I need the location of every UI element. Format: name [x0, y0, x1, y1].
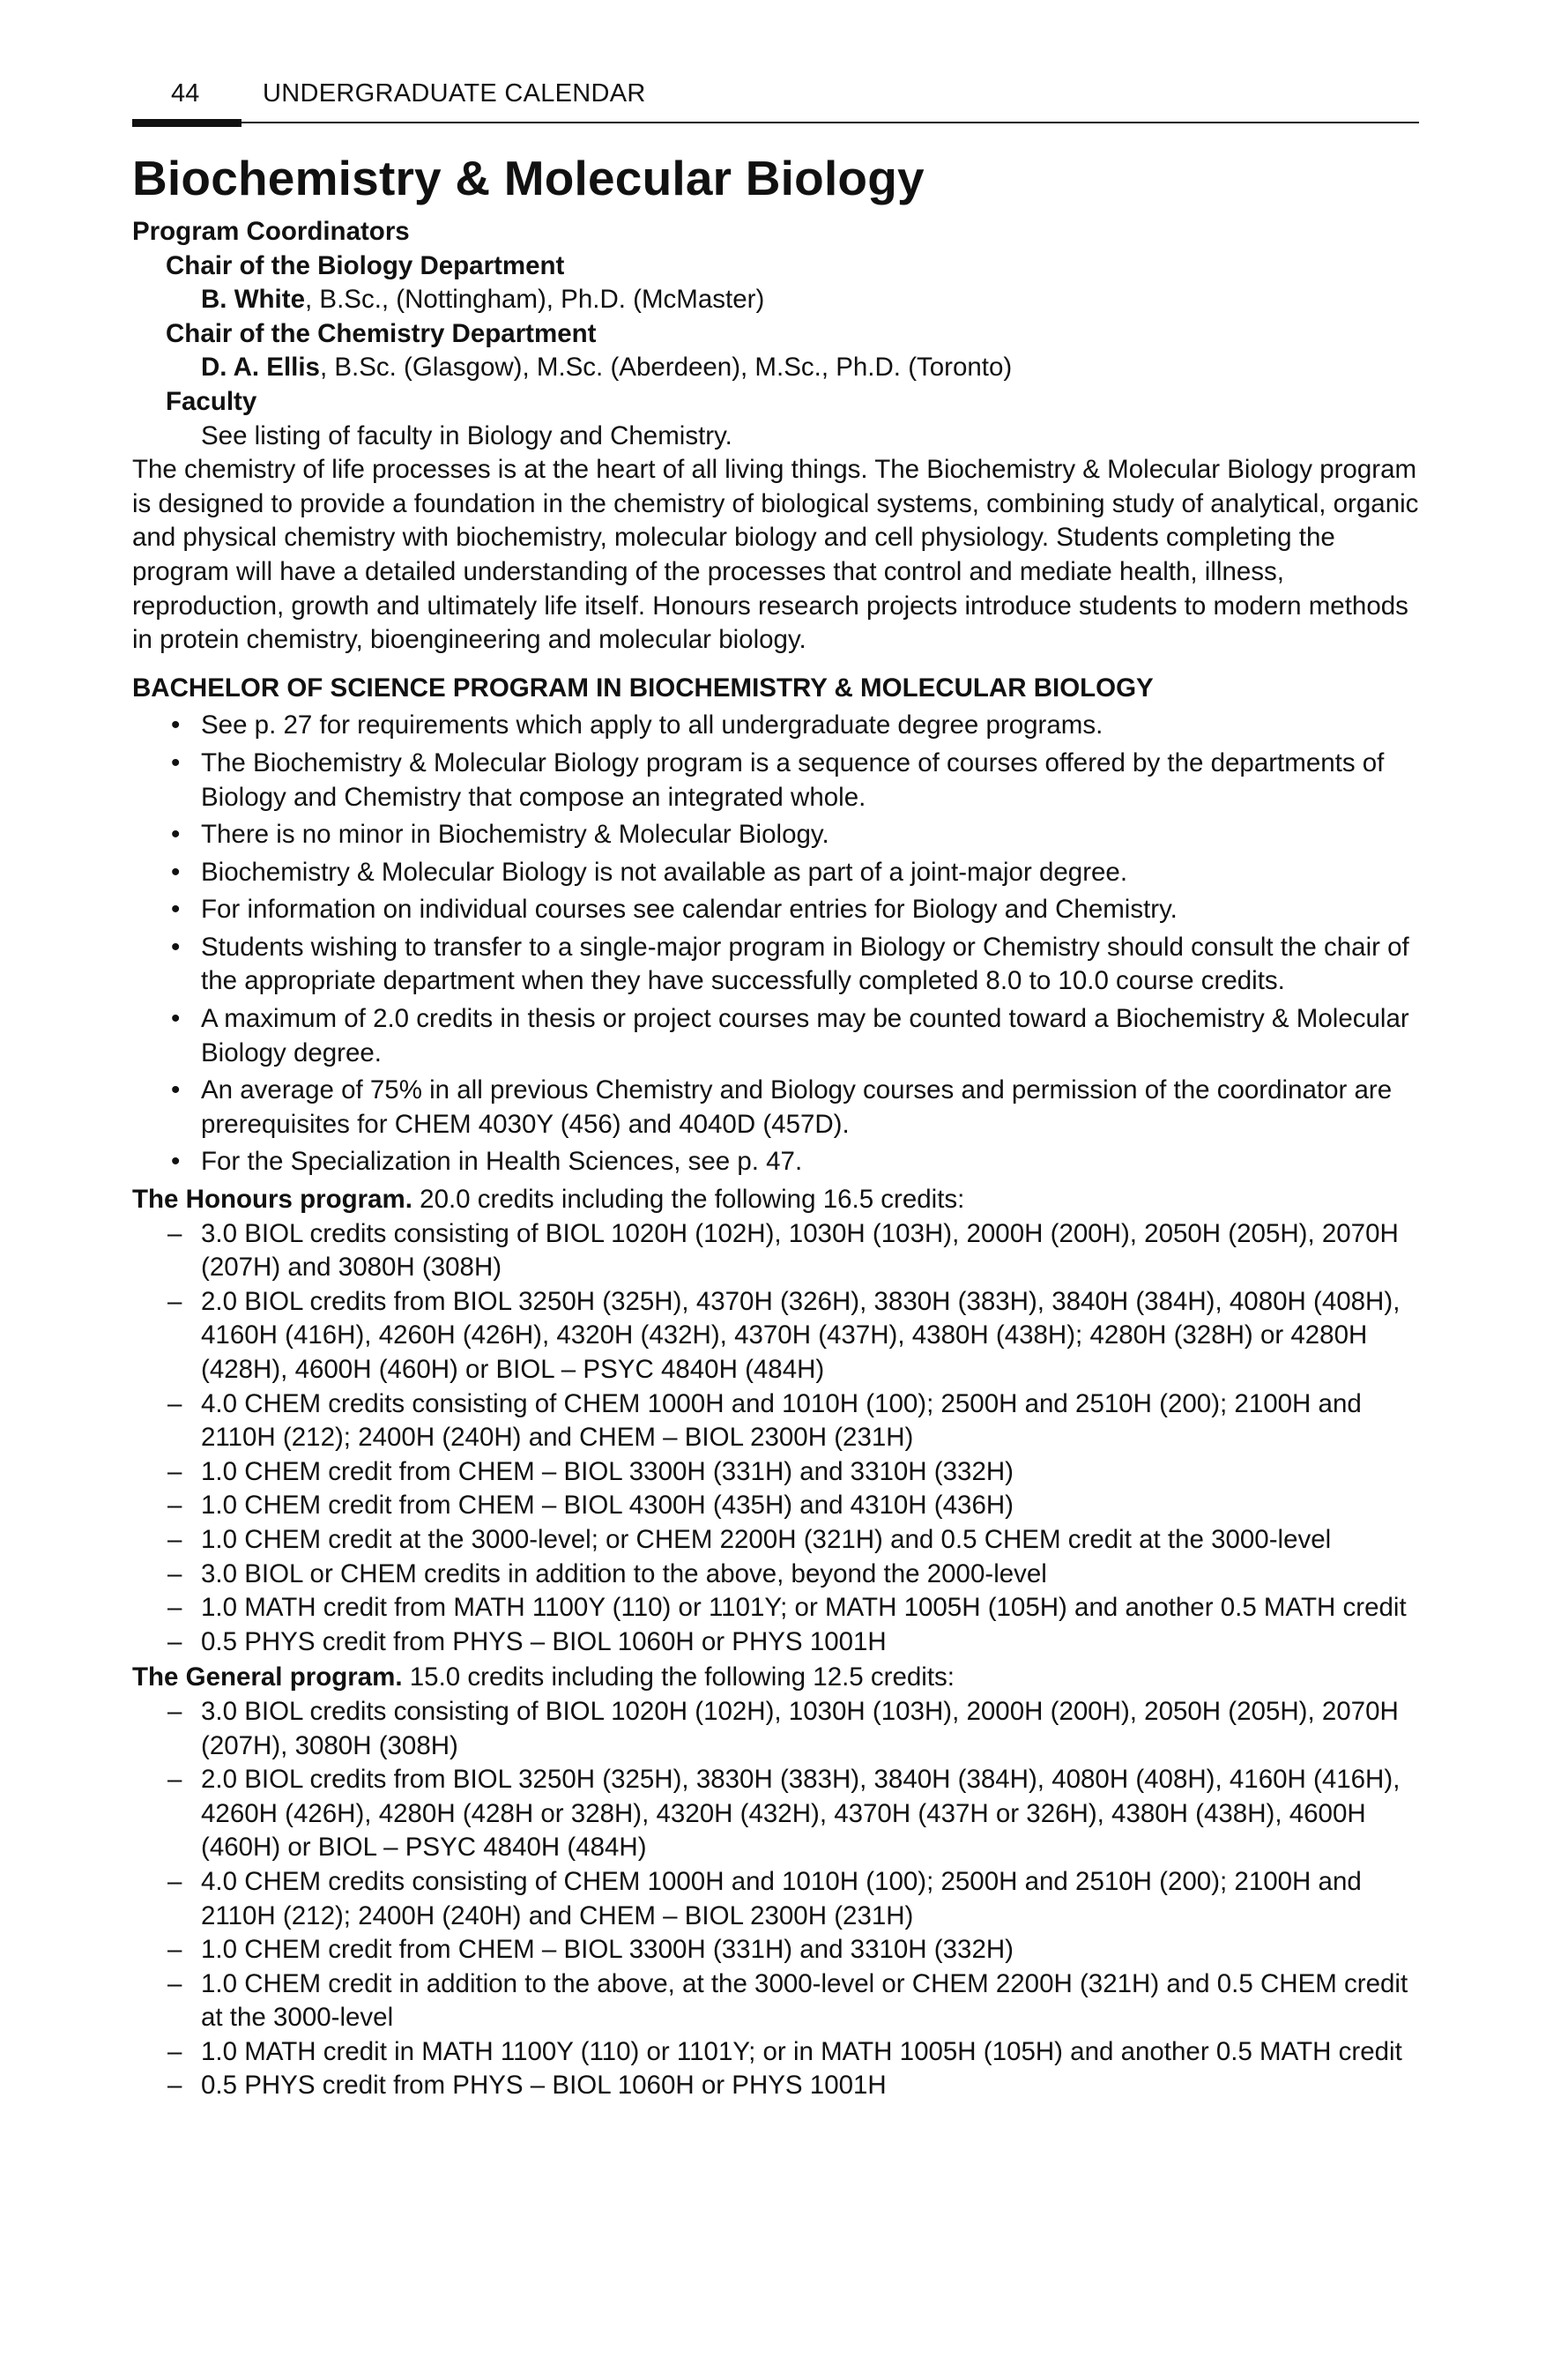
honours-requirements-list — [132, 1217, 1423, 1660]
page-header — [132, 79, 1423, 123]
general-requirement-text: 1.0 CHEM credit from CHEM – BIOL 3300H (331H) and 3310H (332H) — [201, 1935, 1014, 1965]
faculty-heading: Faculty — [166, 386, 257, 416]
honours-requirement — [132, 1455, 1423, 1490]
general-requirement — [132, 1933, 1423, 1967]
honours-requirement-text: 1.0 CHEM credit at the 3000-level; or CHEM 2200H (321H) and 0.5 CHEM credit at the 3000-level — [201, 1524, 1332, 1554]
bullet-item — [132, 1074, 1423, 1142]
bullet-item — [132, 1145, 1423, 1179]
honours-requirement-text: 3.0 BIOL credits consisting of BIOL 1020H (102H), 1030H (103H), 2000H (200H), 2050H (205H), 2070H (207H) and 3080H (308H) — [201, 1218, 1399, 1283]
general-requirement-marker: – — [167, 1765, 182, 1795]
biology-chair-entry — [132, 283, 1423, 317]
general-requirement — [132, 1763, 1423, 1865]
chemistry-chair-entry — [132, 351, 1423, 385]
header-rule — [132, 122, 1419, 123]
honours-requirement-marker: – — [167, 1388, 182, 1418]
general-requirement — [132, 1865, 1423, 1933]
honours-requirement-text: 1.0 MATH credit from MATH 1100Y (110) or 1101Y; or MATH 1005H (105H) and another 0.5 MATH credit — [201, 1593, 1407, 1623]
bullet-item-marker: • — [171, 895, 181, 925]
chemistry-chair-title: Chair of the Chemistry Department — [166, 318, 597, 348]
bullet-item — [132, 893, 1423, 927]
general-requirement-text: 0.5 PHYS credit from PHYS – BIOL 1060H or PHYS 1001H — [201, 2071, 887, 2101]
general-requirement — [132, 2069, 1423, 2103]
general-requirement-marker: – — [167, 2071, 182, 2101]
general-requirement-marker: – — [167, 1696, 182, 1726]
general-requirement — [132, 1967, 1423, 2035]
general-requirement-marker: – — [167, 1968, 182, 1998]
honours-requirement — [132, 1217, 1423, 1285]
biology-chair-degrees: , B.Sc., (Nottingham), Ph.D. (McMaster) — [305, 285, 765, 315]
general-requirement-text: 1.0 CHEM credit in addition to the above, at the 3000-level or CHEM 2200H (321H) and 0.5 CHEM credit at the 3000-level — [201, 1968, 1408, 2033]
general-requirement — [132, 1695, 1423, 1763]
general-requirement — [132, 2035, 1423, 2070]
honours-label: The Honours program. — [132, 1185, 412, 1215]
chemistry-chair-degrees: , B.Sc. (Glasgow), M.Sc. (Aberdeen), M.Sc., Ph.D. (Toronto) — [319, 353, 1013, 383]
bullet-item-marker: • — [171, 857, 181, 887]
general-requirement-marker: – — [167, 1866, 182, 1896]
bullet-item — [132, 747, 1423, 814]
page-number: 44 — [171, 79, 200, 108]
calendar-page — [132, 79, 1423, 2103]
honours-requirement-text: 0.5 PHYS credit from PHYS – BIOL 1060H or PHYS 1001H — [201, 1626, 887, 1656]
honours-requirement-marker: – — [167, 1558, 182, 1588]
bullet-item-text: For information on individual courses see calendar entries for Biology and Chemistry. — [201, 895, 1178, 925]
page-title: Biochemistry & Molecular Biology — [132, 151, 925, 205]
bullet-item-marker: • — [171, 747, 181, 777]
general-requirement-text: 3.0 BIOL credits consisting of BIOL 1020H (102H), 1030H (103H), 2000H (200H), 2050H (205H), 2070H (207H), 3080H (308H) — [201, 1696, 1399, 1760]
honours-requirement-text: 1.0 CHEM credit from CHEM – BIOL 4300H (435H) and 4310H (436H) — [201, 1491, 1014, 1521]
bullet-item-text: Students wishing to transfer to a single-major program in Biology or Chemistry should consult the chair of the appropriate department when they have successfully completed 8.0 to 10.0 course credits. — [201, 932, 1409, 996]
honours-requirement-marker: – — [167, 1218, 182, 1248]
bullet-item-marker: • — [171, 1004, 181, 1034]
general-requirement-text: 4.0 CHEM credits consisting of CHEM 1000H and 1010H (100); 2500H and 2510H (200); 2100H and 2110H (212); 2400H (240H) and CHEM – BIOL 2300H (231H) — [201, 1866, 1362, 1930]
general-requirement-marker: – — [167, 1935, 182, 1965]
honours-requirement-marker: – — [167, 1524, 182, 1554]
honours-requirement-marker: – — [167, 1593, 182, 1623]
honours-requirement — [132, 1489, 1423, 1523]
bsc-section-heading: BACHELOR OF SCIENCE PROGRAM IN BIOCHEMISTRY & MOLECULAR BIOLOGY — [132, 673, 1154, 703]
bullet-item — [132, 818, 1423, 852]
biology-chair-title: Chair of the Biology Department — [166, 250, 565, 280]
program-coordinators — [132, 215, 1423, 453]
general-requirement-text: 1.0 MATH credit in MATH 1100Y (110) or 1101Y; or in MATH 1005H (105H) and another 0.5 MATH credit — [201, 2036, 1402, 2066]
bullet-item — [132, 1002, 1423, 1070]
general-requirements-list — [132, 1695, 1423, 2103]
page-body — [132, 215, 1423, 2103]
coordinators-heading: Program Coordinators — [132, 217, 410, 246]
bullet-item-text: The Biochemistry & Molecular Biology program is a sequence of courses offered by the departments of Biology and Chemistry that compose an integrated whole. — [201, 747, 1385, 812]
bsc-requirements-list — [132, 709, 1423, 1179]
bullet-item — [132, 709, 1423, 743]
program-intro: The chemistry of life processes is at the heart of all living things. The Biochemistry & Molecular Biology program is designed to provide a foundation in the chemistry of biological systems, combining study of analytical, organic and physical chemistry with biochemistry, molecular biology and cell physiology. Students completing the program will have a detailed understanding of the processes that control and mediate health, illness, reproduction, growth and ultimately life itself. Honours research projects introduce students to modern methods in protein chemistry, bioengineering and molecular biology. — [132, 455, 1419, 655]
general-summary: 15.0 credits including the following 12.5 credits: — [402, 1662, 955, 1692]
honours-requirement-marker: – — [167, 1286, 182, 1316]
honours-requirement-marker: – — [167, 1456, 182, 1486]
faculty-text: See listing of faculty in Biology and Chemistry. — [201, 420, 732, 450]
bullet-item-text: An average of 75% in all previous Chemistry and Biology courses and permission of the coordinator are prerequisites for CHEM 4030Y (456) and 4040D (457D). — [201, 1075, 1393, 1139]
biology-chair-name: B. White — [201, 285, 305, 315]
bullet-item-text: There is no minor in Biochemistry & Molecular Biology. — [201, 820, 829, 850]
honours-requirement-marker: – — [167, 1491, 182, 1521]
running-title: UNDERGRADUATE CALENDAR — [263, 79, 646, 108]
bullet-item-text: A maximum of 2.0 credits in thesis or project courses may be counted toward a Biochemistry & Molecular Biology degree. — [201, 1004, 1409, 1067]
honours-requirement-text: 1.0 CHEM credit from CHEM – BIOL 3300H (331H) and 3310H (332H) — [201, 1456, 1014, 1486]
bullet-item-marker: • — [171, 1147, 181, 1177]
honours-requirement — [132, 1523, 1423, 1558]
honours-program-line — [132, 1183, 1423, 1217]
bullet-item — [132, 856, 1423, 890]
honours-requirement-text: 2.0 BIOL credits from BIOL 3250H (325H), 4370H (326H), 3830H (383H), 3840H (384H), 4080H (408H), 4160H (416H), 4260H (426H), 4320H (432H), 4370H (437H), 4380H (438H); 4280H (328H) or 4280H (428H), 4600H (460H) or BIOL – PSYC 4840H (484H) — [201, 1286, 1401, 1384]
bullet-item-marker: • — [171, 820, 181, 850]
general-label: The General program. — [132, 1662, 403, 1692]
honours-requirement-text: 3.0 BIOL or CHEM credits in addition to the above, beyond the 2000-level — [201, 1558, 1047, 1588]
bullet-item-marker: • — [171, 932, 181, 962]
bullet-item-text: For the Specialization in Health Sciences, see p. 47. — [201, 1147, 803, 1177]
general-program-line — [132, 1661, 1423, 1695]
bullet-item — [132, 931, 1423, 999]
bullet-item-text: Biochemistry & Molecular Biology is not available as part of a joint-major degree. — [201, 857, 1128, 887]
honours-requirement-text: 4.0 CHEM credits consisting of CHEM 1000H and 1010H (100); 2500H and 2510H (200); 2100H and 2110H (212); 2400H (240H) and CHEM – BIOL 2300H (231H) — [201, 1388, 1362, 1453]
honours-requirement — [132, 1625, 1423, 1660]
honours-requirement — [132, 1558, 1423, 1592]
honours-requirement — [132, 1591, 1423, 1625]
honours-requirement-marker: – — [167, 1626, 182, 1656]
header-rule-accent — [132, 119, 241, 127]
honours-requirement — [132, 1387, 1423, 1455]
honours-summary: 20.0 credits including the following 16.5 credits: — [412, 1185, 965, 1215]
honours-requirement — [132, 1285, 1423, 1387]
general-requirement-marker: – — [167, 2036, 182, 2066]
general-requirement-text: 2.0 BIOL credits from BIOL 3250H (325H), 3830H (383H), 3840H (384H), 4080H (408H), 4160H (416H), 4260H (426H), 4280H (428H or 328H), 4320H (432H), 4370H (437H or 326H), 4380H (438H), 4600H (460H) or BIOL – PSYC 4840H (484H) — [201, 1765, 1401, 1863]
bullet-item-text: See p. 27 for requirements which apply to all undergraduate degree programs. — [201, 710, 1103, 740]
chemistry-chair-name: D. A. Ellis — [201, 353, 320, 383]
bullet-item-marker: • — [171, 1075, 181, 1105]
bullet-item-marker: • — [171, 710, 181, 740]
